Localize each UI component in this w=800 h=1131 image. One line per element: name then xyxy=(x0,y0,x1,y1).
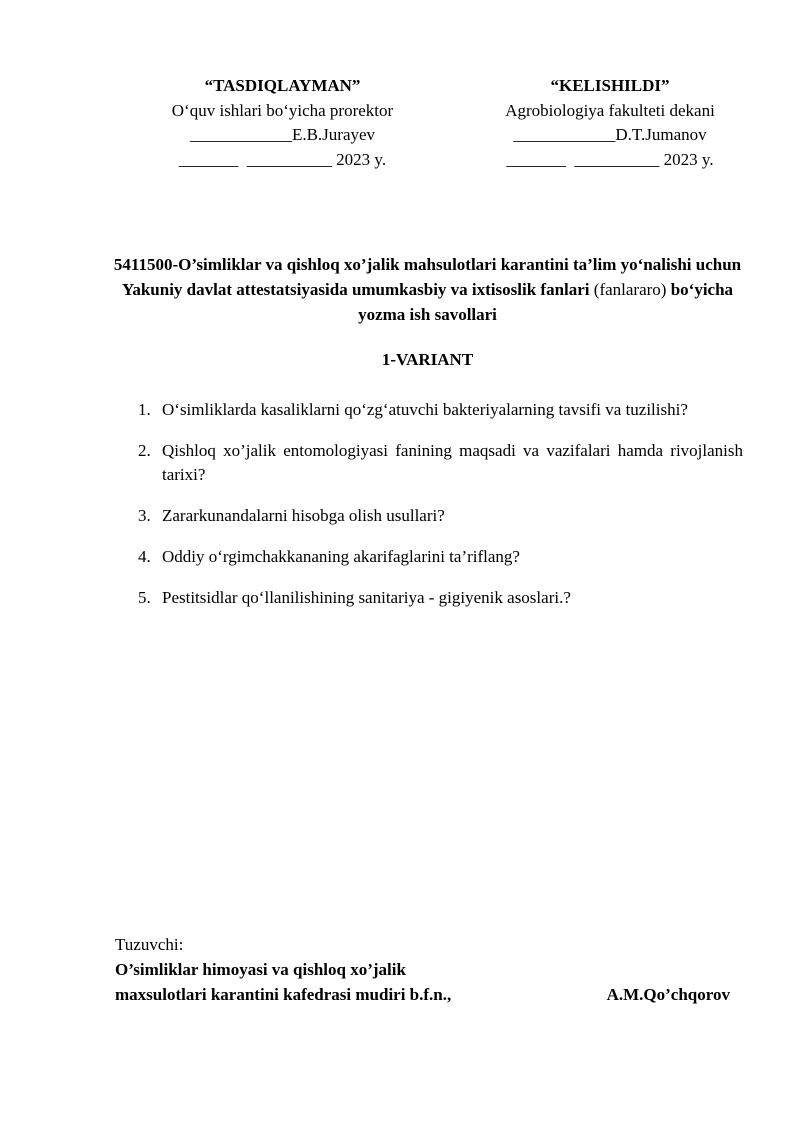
question-list xyxy=(138,398,743,627)
question-number: 4. xyxy=(138,547,151,566)
list-item xyxy=(138,504,743,528)
compiler-signature-block xyxy=(115,932,730,1007)
title-parenthetical: (fanlararo) xyxy=(593,280,667,299)
variant-heading: 1-VARIANT xyxy=(381,350,474,369)
list-item xyxy=(138,586,743,610)
list-item xyxy=(138,398,743,422)
question-number: 1. xyxy=(138,400,151,419)
compiler-name: A.M.Qo’chqorov xyxy=(606,985,730,1004)
approval-heading: “TASDIQLAYMAN” xyxy=(204,76,361,95)
agreement-position: Agrobiologiya fakulteti dekani xyxy=(505,100,715,120)
compiler-label: Tuzuvchi: xyxy=(115,935,184,954)
approval-position: O‘quv ishlari bo‘yicha prorektor xyxy=(171,100,394,120)
approval-date-line: _______ __________ 2023 y. xyxy=(178,149,387,169)
agreement-date-line: _______ __________ 2023 y. xyxy=(506,149,714,169)
title-main: 5411500-O’simliklar va qishloq xo’jalik mahsulotlari karantini ta’lim yo‘nalishi uchun Yakuniy davlat attestatsiyasida umumkasbiy va ixtisoslik fanlari xyxy=(113,255,742,299)
question-text: Zararkunandalarni hisobga olish usullari? xyxy=(162,506,445,525)
question-text: O‘simliklarda kasaliklarni qo‘zg‘atuvchi bakteriyalarning tavsifi va tuzilishi? xyxy=(162,400,688,419)
question-number: 3. xyxy=(138,506,151,525)
agreement-heading: “KELISHILDI” xyxy=(550,76,670,95)
question-number: 2. xyxy=(138,441,151,460)
title-end: bo‘yicha yozma ish savollari xyxy=(358,280,734,324)
list-item xyxy=(138,439,743,487)
approval-signature-line: ____________E.B.Jurayev xyxy=(189,125,376,144)
question-text: Qishloq xo’jalik entomologiyasi fanining maqsadi va vazifalari hamda rivojlanish tarixi? xyxy=(162,441,743,484)
list-item xyxy=(138,545,743,569)
compiler-department-line1: O’simliklar himoyasi va qishloq xo’jalik xyxy=(115,960,406,979)
question-text: Pestitsidlar qo‘llanilishining sanitariya - gigiyenik asoslari.? xyxy=(162,588,571,607)
approval-block-right xyxy=(440,74,780,172)
approval-block-left xyxy=(110,74,455,172)
agreement-signature-line: ____________D.T.Jumanov xyxy=(513,125,707,144)
question-text: Oddiy o‘rgimchakkananing akarifaglarini ta’riflang? xyxy=(162,547,520,566)
compiler-department-line2: maxsulotlari karantini kafedrasi mudiri b.f.n., xyxy=(115,985,452,1004)
document-title xyxy=(100,252,755,327)
question-number: 5. xyxy=(138,588,151,607)
